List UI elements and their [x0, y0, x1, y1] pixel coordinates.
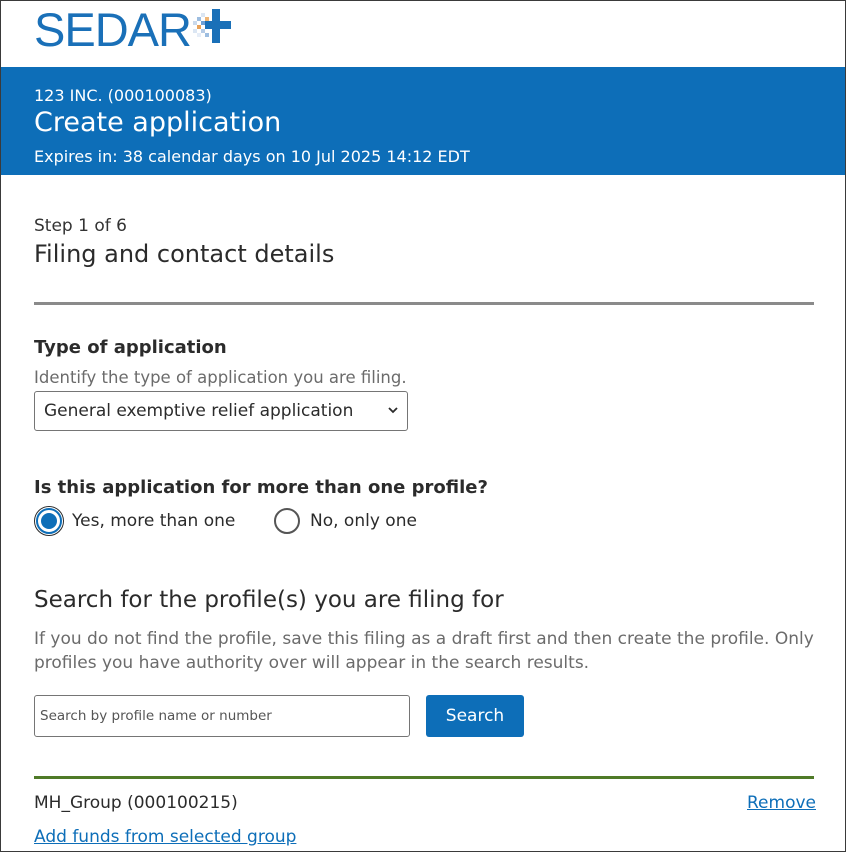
- profile-search-input[interactable]: [34, 695, 410, 737]
- chevron-down-icon: [387, 404, 399, 416]
- sedar-logo[interactable]: [34, 2, 231, 56]
- application-type-label: Type of application: [34, 337, 227, 358]
- header-banner: [1, 67, 845, 175]
- profile-question-label: Is this application for more than one profile?: [34, 477, 488, 498]
- step-title: Filing and contact details: [34, 240, 335, 268]
- radio-button-unchecked[interactable]: [274, 508, 300, 534]
- search-description: If you do not find the profile, save this filing as a draft first and then create the profile. Only profiles you have authority over will appear in the search results.: [34, 629, 814, 673]
- page-title: Create application: [34, 107, 282, 138]
- search-button[interactable]: Search: [426, 695, 524, 737]
- add-funds-link[interactable]: Add funds from selected group: [34, 827, 297, 847]
- step-counter: Step 1 of 6: [34, 216, 127, 236]
- application-type-select[interactable]: [34, 391, 408, 431]
- remove-link[interactable]: Remove: [747, 793, 816, 813]
- radio-no-label: No, only one: [310, 511, 417, 531]
- selected-group-divider: [34, 776, 814, 779]
- search-section-title: Search for the profile(s) you are filing for: [34, 587, 504, 613]
- radio-button-checked[interactable]: [36, 508, 62, 534]
- section-divider: [34, 302, 814, 305]
- application-type-selected-value: General exemptive relief application: [44, 401, 354, 421]
- logo-wordmark: SEDAR: [34, 2, 191, 56]
- radio-yes-label: Yes, more than one: [72, 511, 236, 531]
- selected-group-name: MH_Group (000100215): [34, 793, 238, 813]
- organization-name: 123 INC. (000100083): [34, 86, 212, 105]
- expiry-notice: Expires in: 38 calendar days on 10 Jul 2025 14:12 EDT: [34, 147, 470, 166]
- radio-no-only-one[interactable]: [274, 508, 417, 534]
- application-type-hint: Identify the type of application you are filing.: [34, 368, 407, 387]
- radio-yes-more-than-one[interactable]: [36, 508, 235, 534]
- sedar-plus-icon: [193, 7, 231, 49]
